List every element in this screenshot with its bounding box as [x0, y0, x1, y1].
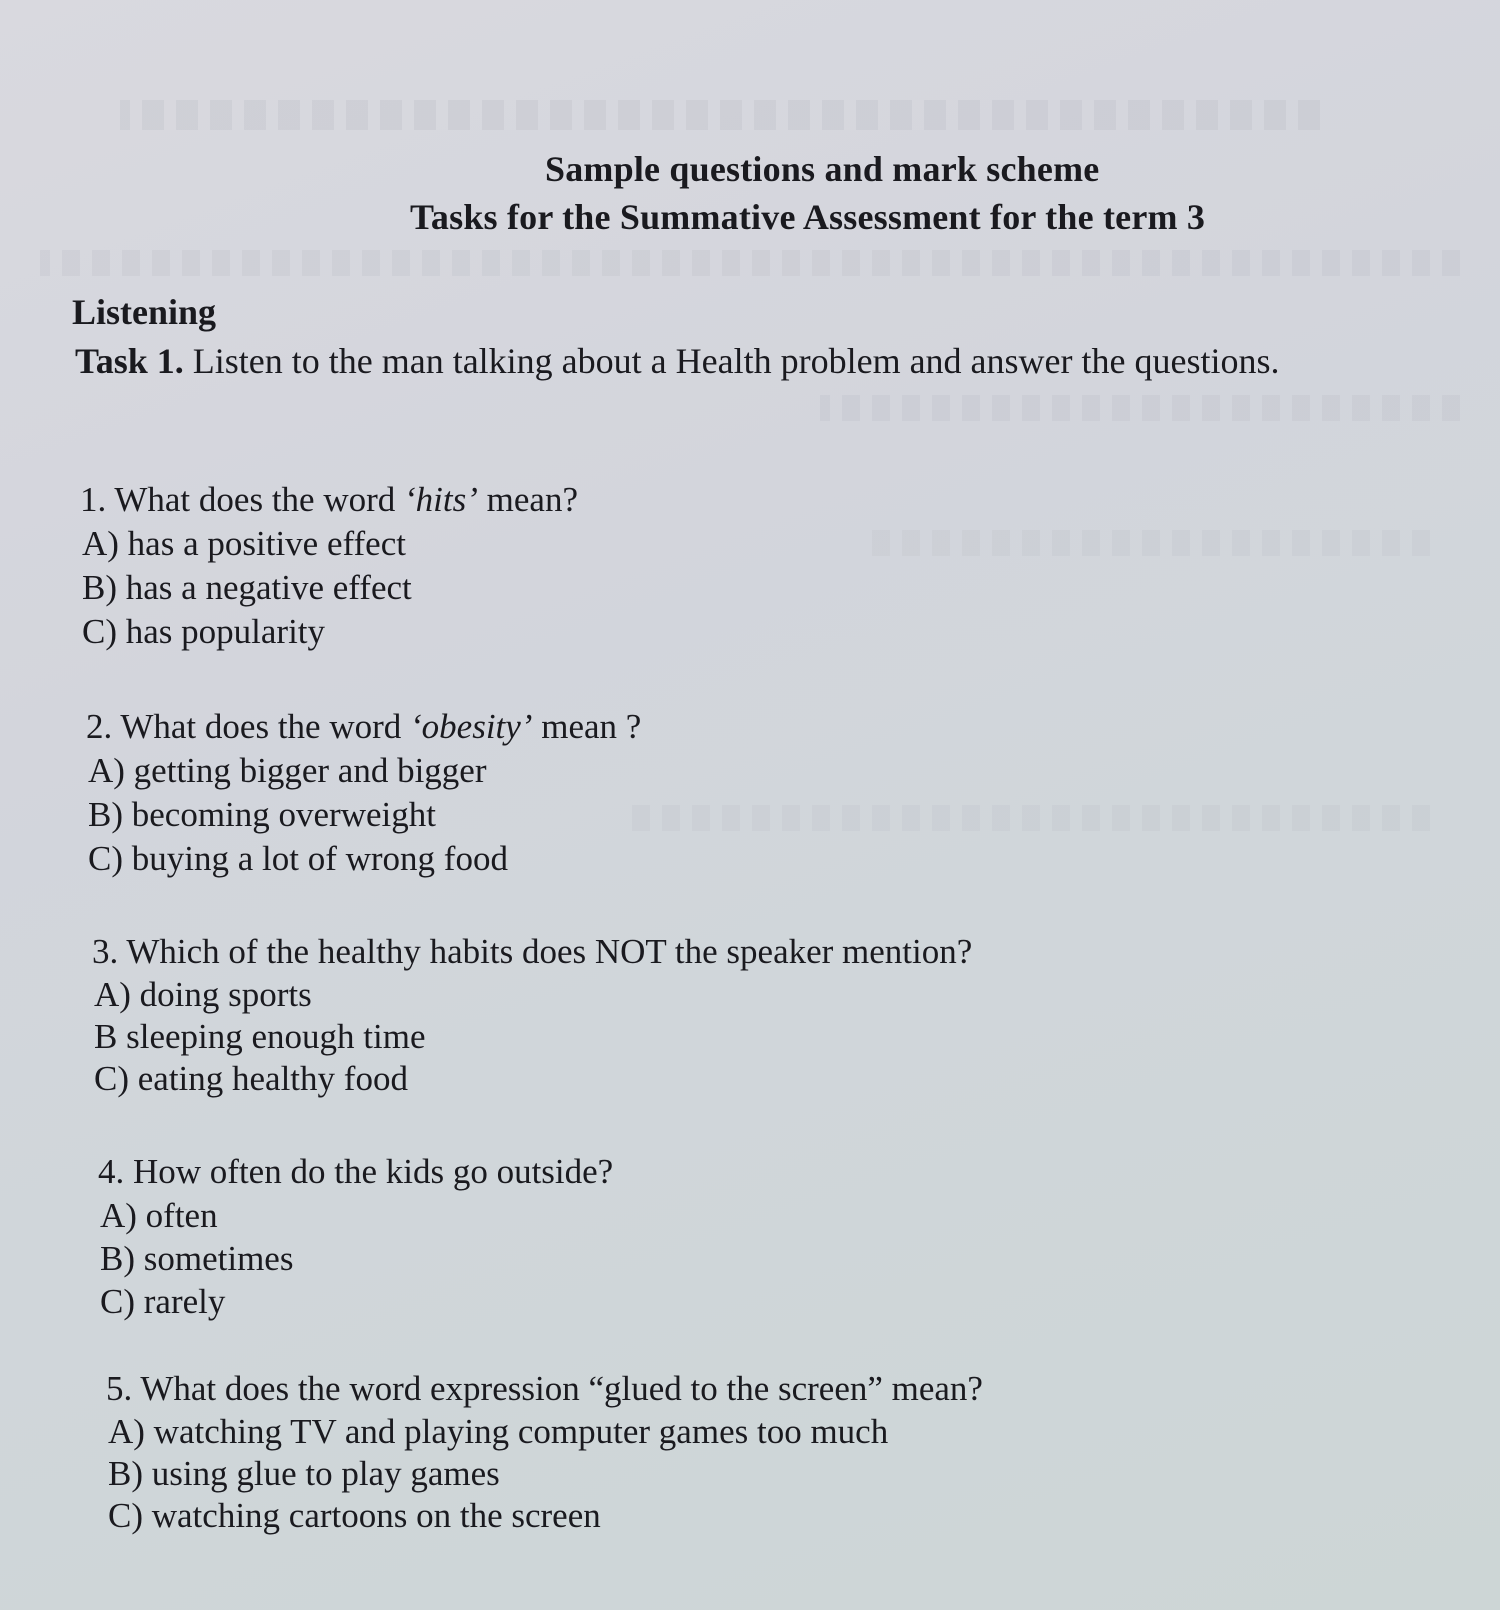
question-4-text: 4. How often do the kids go outside?: [98, 1152, 614, 1191]
document-subtitle: Tasks for the Summative Assessment for the term 3: [410, 197, 1206, 237]
question-4: [98, 1150, 1198, 1323]
question-3: [92, 930, 1192, 1100]
question-5: [106, 1367, 1206, 1537]
question-5-text: 5. What does the word expression “glued to the screen” mean?: [106, 1369, 983, 1408]
show-through-band: [120, 100, 1320, 130]
question-3-option-a: A) doing sports: [94, 975, 312, 1014]
question-2-text: [86, 705, 1186, 749]
question-2-option-b: B) becoming overweight: [88, 795, 436, 834]
question-5-option-b: B) using glue to play games: [108, 1454, 500, 1493]
question-1-prefix: 1. What does the word: [80, 480, 405, 519]
document-title: Sample questions and mark scheme: [545, 149, 1100, 189]
task-number: Task 1.: [75, 341, 184, 381]
question-5-option-a: A) watching TV and playing computer games too much: [108, 1412, 889, 1451]
show-through-band: [820, 395, 1460, 421]
question-5-option-c: C) watching cartoons on the screen: [108, 1496, 601, 1535]
task-instruction: [75, 340, 1279, 382]
question-2-option-c: C) buying a lot of wrong food: [88, 839, 508, 878]
question-2-option-a: A) getting bigger and bigger: [88, 751, 487, 790]
question-4-option-c: C) rarely: [100, 1282, 226, 1321]
question-3-option-b: B sleeping enough time: [94, 1017, 426, 1056]
question-1-option-a: A) has a positive effect: [82, 524, 406, 563]
question-4-option-a: A) often: [100, 1196, 218, 1235]
question-2-suffix: mean ?: [532, 707, 642, 746]
question-3-option-c: C) eating healthy food: [94, 1059, 408, 1098]
question-4-option-b: B) sometimes: [100, 1239, 294, 1278]
question-2: [86, 705, 1186, 881]
question-1-option-b: B) has a negative effect: [82, 568, 412, 607]
question-1-suffix: mean?: [477, 480, 578, 519]
question-2-prefix: 2. What does the word: [86, 707, 411, 746]
question-1-option-c: C) has popularity: [82, 612, 326, 651]
question-1-text: [80, 478, 1180, 522]
question-1: [80, 478, 1180, 654]
question-3-text: 3. Which of the healthy habits does NOT the speaker mention?: [92, 932, 973, 971]
question-1-term: ‘hits’: [404, 480, 478, 519]
show-through-band: [40, 250, 1460, 276]
task-text: Listen to the man talking about a Health problem and answer the questions.: [192, 341, 1280, 381]
question-2-term: ‘obesity’: [410, 707, 533, 746]
section-heading: Listening: [72, 292, 217, 332]
